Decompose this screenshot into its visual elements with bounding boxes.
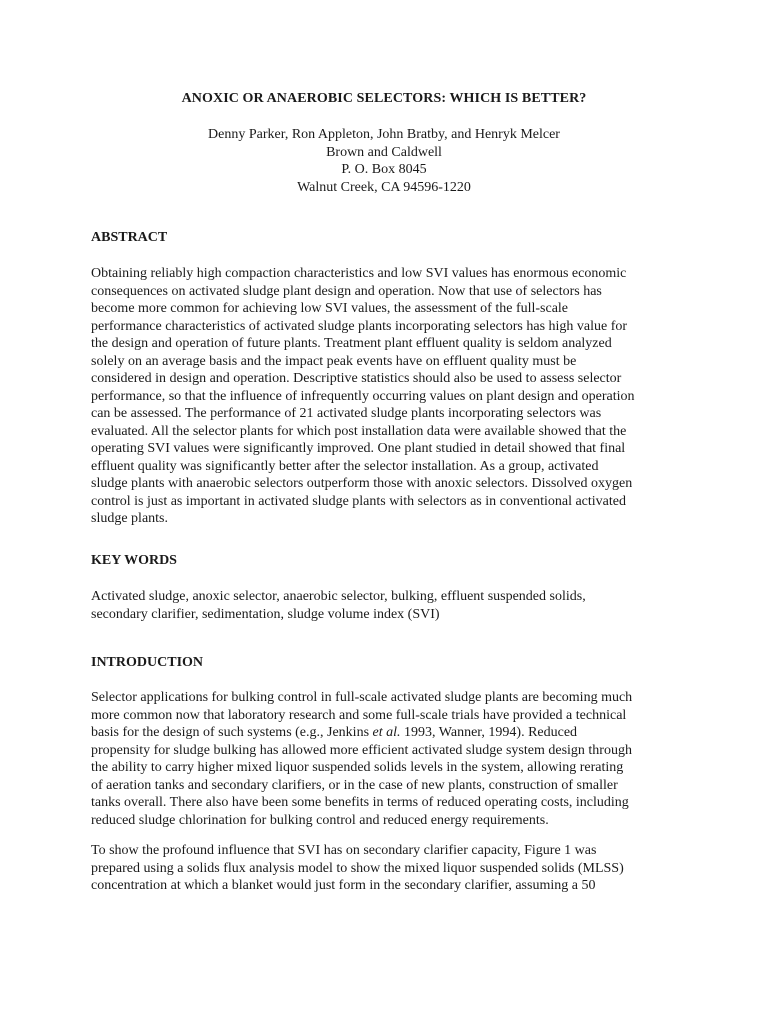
abstract-line: can be assessed. The performance of 21 activated sludge plants incorporating selectors was — [91, 406, 602, 421]
abstract-line: consequences on activated sludge plant design and operation. Now that use of selectors has — [91, 283, 602, 299]
keywords-heading: KEY WORDS — [91, 553, 177, 568]
abstract-heading: ABSTRACT — [91, 230, 168, 245]
intro-text: 1993, Wanner, 1994). Reduced — [400, 725, 578, 740]
abstract-line: solely on an average basis and the impact peak events have on effluent quality must be — [91, 353, 577, 369]
abstract-line: evaluated. All the selector plants for which post installation data were available showed that the — [91, 423, 627, 439]
abstract-line: considered in design and operation. Descriptive statistics should also be used to assess selector — [91, 371, 622, 386]
abstract-line: control is just as important in activated sludge plants with selectors as in conventional activated — [91, 493, 626, 509]
abstract-paragraph — [91, 265, 634, 528]
abstract-line: performance, so that the influence of infrequently occurring values on plant design and operation — [91, 388, 635, 404]
intro-line: more common now that laboratory research and some full-scale trials have provided a technical — [91, 707, 627, 723]
author-affiliation: Brown and Caldwell — [326, 144, 442, 160]
abstract-line: sludge plants. — [91, 511, 168, 526]
keywords-paragraph — [91, 588, 586, 623]
intro-line: prepared using a solids flux analysis model to show the mixed liquor suspended solids (MLSS) — [91, 860, 624, 876]
abstract-line: become more common for achieving low SVI values, the assessment of the full-scale — [91, 301, 569, 316]
intro-line-citation — [91, 724, 632, 742]
intro-line: the ability to carry higher mixed liquor suspended solids levels in the system, allowing rerating — [91, 760, 624, 775]
intro-line: Selector applications for bulking control in full-scale activated sludge plants are becoming much — [91, 690, 633, 705]
keywords-line: secondary clarifier, sedimentation, sludge volume index (SVI) — [91, 606, 440, 622]
abstract-line: performance characteristics of activated sludge plants incorporating selectors has high value for — [91, 318, 628, 334]
intro-text: basis for the design of such systems (e.g., Jenkins — [91, 725, 373, 740]
introduction-heading: INTRODUCTION — [91, 655, 204, 670]
abstract-line: effluent quality was significantly better after the selector installation. As a group, activated — [91, 458, 599, 474]
author-po-box: P. O. Box 8045 — [341, 162, 427, 177]
intro-line: of aeration tanks and secondary clarifiers, or in the case of new plants, construction of smaller — [91, 777, 618, 793]
abstract-line: Obtaining reliably high compaction characteristics and low SVI values has enormous economic — [91, 266, 627, 281]
intro-line: reduced sludge chlorination for bulking control and reduced energy requirements. — [91, 812, 549, 828]
abstract-line: operating SVI values were significantly improved. One plant studied in detail showed that final — [91, 441, 626, 456]
et-al-italic: et al. — [372, 725, 401, 740]
author-city: Walnut Creek, CA 94596-1220 — [297, 179, 471, 195]
intro-line: tanks overall. There also have been some benefits in terms of reduced operating costs, including — [91, 795, 629, 810]
introduction-paragraph-2 — [91, 842, 624, 895]
author-block — [0, 126, 768, 196]
abstract-line: sludge plants with anaerobic selectors outperform those with anoxic selectors. Dissolved oxygen — [91, 476, 633, 491]
intro-line: propensity for sludge bulking has allowed more efficient activated sludge system design through — [91, 742, 632, 758]
keywords-line: Activated sludge, anoxic selector, anaerobic selector, bulking, effluent suspended solids, — [91, 589, 586, 604]
intro-line: To show the profound influence that SVI has on secondary clarifier capacity, Figure 1 was — [91, 843, 597, 858]
introduction-paragraph-1 — [91, 689, 632, 829]
author-names: Denny Parker, Ron Appleton, John Bratby, and Henryk Melcer — [208, 127, 560, 142]
abstract-line: the design and operation of future plants. Treatment plant effluent quality is seldom analyzed — [91, 336, 612, 351]
paper-title: ANOXIC OR ANAEROBIC SELECTORS: WHICH IS BETTER? — [181, 91, 587, 106]
intro-line: concentration at which a blanket would just form in the secondary clarifier, assuming a 50 — [91, 878, 596, 893]
